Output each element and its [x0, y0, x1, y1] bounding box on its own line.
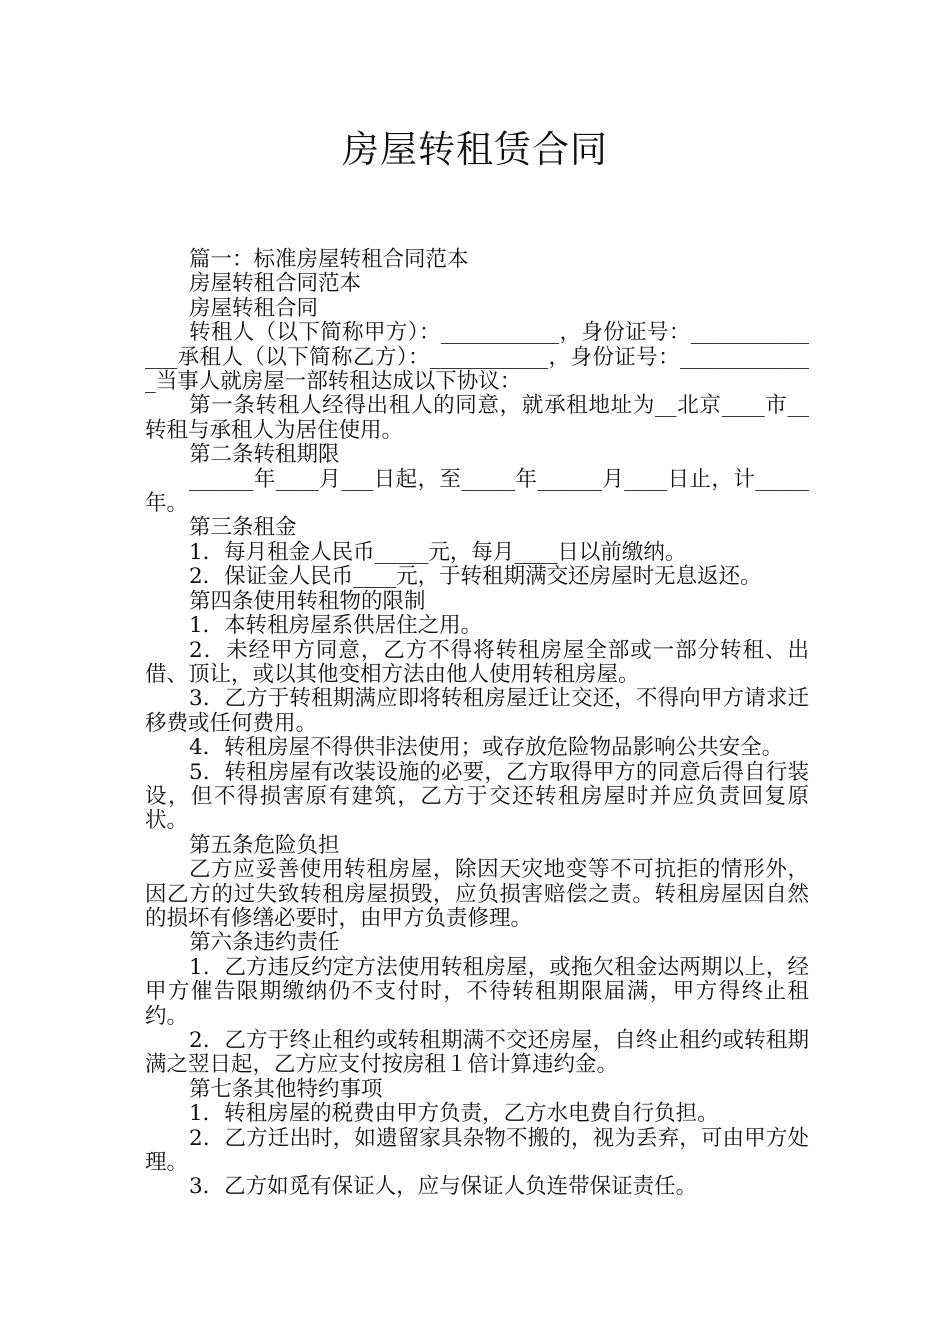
paragraph-contract-name: 房屋转租合同 [189, 295, 319, 321]
document-title: 房屋转租赁合同 [342, 128, 608, 171]
heading-article-2: 第二条转租期限 [189, 442, 340, 468]
paragraph-article-1: 第一条转租人经得出租人的同意，就承租地址为__北京____市__转租与承租人为居住使用。 [145, 393, 809, 443]
paragraph-use-1: 1．本转租房屋系供居住之用。 [189, 613, 483, 639]
paragraph-use-4: 4．转租房屋不得供非法使用；或存放危险物品影响公共安全。 [189, 735, 784, 761]
paragraph-use-5: 5．转租房屋有改装设施的必要，乙方取得甲方的同意后得自行装设，但不得损害原有建筑，乙方于交还转租房屋时并应负责回复原状。 [145, 759, 809, 834]
paragraph-breach-2: 2．乙方于终止租约或转租期满不交还房屋，自终止租约或转租期满之翌日起，乙方应支付按房租１倍计算违约金。 [145, 1028, 809, 1078]
paragraph-special-1: 1．转租房屋的税费由甲方负责，乙方水电费自行负担。 [189, 1101, 719, 1127]
paragraph-parties: 转租人（以下简称甲方）：___________，身份证号：______________承租人（以下简称乙方）：___________，身份证号：_____________当事人就房屋一部转租达成以下协议： [145, 320, 809, 395]
heading-article-6: 第六条违约责任 [189, 930, 340, 956]
paragraph-term: ______年____月___日起，至_____年______月____日止，计_____年。 [145, 466, 809, 517]
paragraph-use-3: 3．乙方于转租期满应即将转租房屋迁让交还，不得向甲方请求迁移费或任何费用。 [145, 686, 809, 736]
paragraph-use-2: 2．未经甲方同意，乙方不得将转租房屋全部或一部分转租、出借、顶让，或以其他变相方法由他人使用转租房屋。 [145, 637, 809, 687]
paragraph-section-heading: 篇一：标准房屋转租合同范本 [189, 247, 469, 272]
heading-article-4: 第四条使用转租物的限制 [189, 588, 426, 614]
heading-article-7: 第七条其他特约事项 [189, 1076, 383, 1102]
paragraph-risk: 乙方应妥善使用转租房屋，除因天灾地变等不可抗拒的情形外，因乙方的过失致转租房屋损毁，应负损害赔偿之责。转租房屋因自然的损坏有修缮必要时，由甲方负责修理。 [145, 857, 809, 931]
paragraph-breach-1: 1．乙方违反约定方法使用转租房屋，或拖欠租金达两期以上，经甲方催告限期缴纳仍不支付时，不待转租期限届满，甲方得终止租约。 [145, 954, 809, 1029]
paragraph-rent-1: 1．每月租金人民币_____元，每月____日以前缴纳。 [189, 539, 687, 565]
paragraph-special-3: 3．乙方如觅有保证人，应与保证人负连带保证责任。 [189, 1174, 698, 1200]
paragraph-rent-2: 2．保证金人民币____元，于转租期满交还房屋时无息返还。 [189, 564, 762, 590]
paragraph-special-2: 2．乙方迁出时，如遗留家具杂物不搬的，视为丢弃，可由甲方处理。 [145, 1125, 809, 1176]
heading-article-3: 第三条租金 [189, 515, 297, 541]
document-body [145, 248, 809, 1200]
paragraph-subtitle: 房屋转租合同范本 [189, 271, 362, 297]
heading-article-5: 第五条危险负担 [189, 832, 340, 858]
